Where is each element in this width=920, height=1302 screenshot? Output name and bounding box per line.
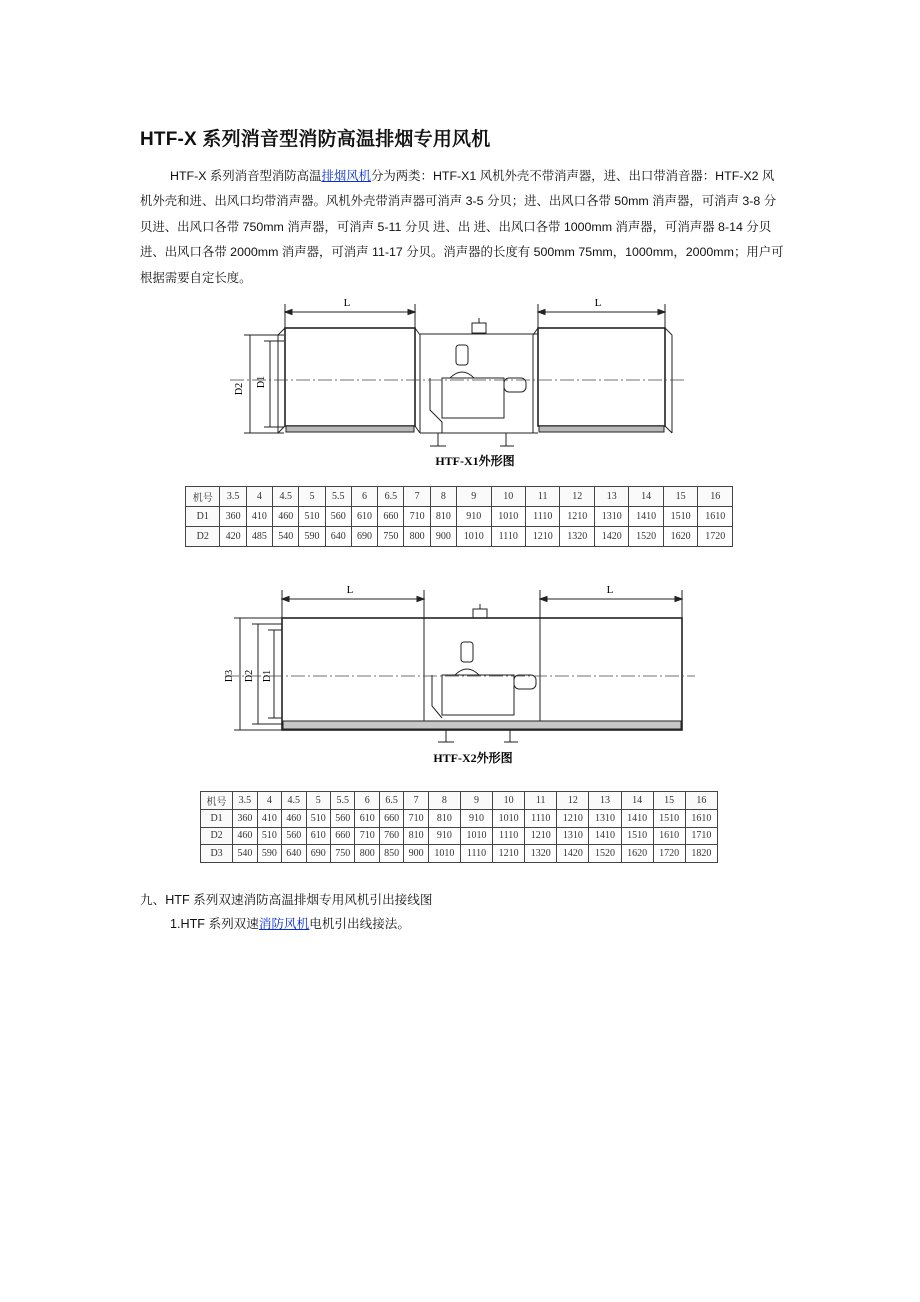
table-row [201,845,718,863]
table-cell: 590 [257,845,281,863]
x1-figure-caption: HTF-X1外形图 [435,454,515,468]
table-cell: 540 [233,845,257,863]
table-cell: 1110 [525,809,557,827]
table-cell: 1420 [594,527,628,547]
table-header-cell: 7 [404,792,428,810]
table-cell: 1620 [621,845,653,863]
table-cell: 690 [351,527,377,547]
table-header-cell: 5.5 [330,792,354,810]
table-cell: 510 [299,507,325,527]
table-header-cell: 4 [257,792,281,810]
table-cell: 1110 [493,827,525,845]
table-cell: 360 [233,809,257,827]
fire-fan-link[interactable]: 消防风机 [258,917,310,931]
table-header-cell: 3.5 [233,792,257,810]
table-cell: 1010 [428,845,460,863]
x1-length-label-right: L [594,297,602,309]
table-cell: 800 [404,527,430,547]
table-header-cell: 15 [653,792,685,810]
table-cell: 1410 [589,827,621,845]
table-header-cell: 11 [525,487,559,507]
table-cell: 1310 [594,507,628,527]
table-cell: 460 [282,809,306,827]
table-cell: 640 [282,845,306,863]
table-cell: 1510 [621,827,653,845]
table-cell: 1510 [653,809,685,827]
table-cell: 1710 [685,827,717,845]
table-cell: 1110 [460,845,492,863]
table-cell: 510 [257,827,281,845]
table-header-row [186,487,733,507]
table-header-cell: 5.5 [325,487,351,507]
table-cell: 660 [379,809,403,827]
table-cell: D3 [201,845,233,863]
table-cell: 1010 [457,527,491,547]
x2-d3-label: D3 [224,669,235,683]
table-cell: 1210 [557,809,589,827]
table-cell: 850 [379,845,403,863]
table-cell: 410 [257,809,281,827]
table-header-cell: 9 [460,792,492,810]
table-header-cell: 4.5 [273,487,299,507]
htf-x2-dimension-table [200,791,718,863]
htf-x1-drawing [220,290,690,475]
table-cell: 910 [460,809,492,827]
table-cell: 900 [430,527,456,547]
table-header-cell: 8 [430,487,456,507]
table-header-cell: 12 [557,792,589,810]
table-header-cell: 14 [621,792,653,810]
table-header-cell: 6.5 [378,487,404,507]
x2-d1-label: D1 [262,669,273,683]
table-cell: 1010 [493,809,525,827]
subheading-text-start: 1.HTF 系列双速 [170,917,259,931]
table-cell: 1610 [685,809,717,827]
table-cell: 1520 [589,845,621,863]
x2-figure-caption: HTF-X2外形图 [433,751,513,765]
x1-length-label-left: L [343,297,351,309]
table-cell: 690 [306,845,330,863]
table-header-cell: 4.5 [282,792,306,810]
table-header-cell: 机号 [201,792,233,810]
table-cell: 750 [330,845,354,863]
table-cell: 910 [457,507,491,527]
table-cell: 610 [306,827,330,845]
table-cell: 1010 [460,827,492,845]
table-cell: 750 [378,527,404,547]
paragraph-text-rest: 分为两类：HTF-X1 风机外壳不带消声器，进、出口带消音器：HTF-X2 风机外壳和进、出风口均带消声器。风机外壳带消声器可消声 3-5 分贝；进、出风口各带 50mm 消声器，可消声 3-8 分贝进、出风口各带 750mm 消声器，可消声 5-11 分贝 进、出 进、出风口各带 1000mm 消声器，可消声器 8-14 分贝 进、出风口各带 2000mm 消声器，可消声 11-17 分贝。消声器的长度有 500mm 75mm，1000mm，2000mm；用户可根据需要自定长度。 [140,169,784,285]
table-cell: 1320 [560,527,594,547]
table-cell: 1510 [663,507,697,527]
x2-length-label-right: L [606,584,614,596]
table-cell: 810 [430,507,456,527]
x1-d2-label: D2 [234,382,245,396]
table-header-cell: 15 [663,487,697,507]
table-header-cell: 10 [491,487,525,507]
table-cell: 1420 [557,845,589,863]
table-cell: 1110 [525,507,559,527]
table-cell: 1610 [653,827,685,845]
x2-length-label-left: L [346,584,354,596]
subheading-text-rest: 电机引出线接法。 [309,917,410,931]
table-header-cell: 5 [306,792,330,810]
table-cell: 460 [273,507,299,527]
table-cell: 1610 [698,507,733,527]
table-cell: 590 [299,527,325,547]
table-header-cell: 16 [685,792,717,810]
table-cell: 1410 [629,507,663,527]
table-header-cell: 6.5 [379,792,403,810]
table-cell: 610 [351,507,377,527]
table-header-cell: 3.5 [220,487,246,507]
table-cell: 900 [404,845,428,863]
table-row [201,827,718,845]
table-cell: 810 [428,809,460,827]
table-cell: 560 [330,809,354,827]
table-cell: 560 [325,507,351,527]
table-cell: 1620 [663,527,697,547]
table-row [186,507,733,527]
table-cell: 640 [325,527,351,547]
table-cell: D2 [201,827,233,845]
x2-d2-label: D2 [244,669,255,683]
table-header-cell: 5 [299,487,325,507]
table-header-cell: 9 [457,487,491,507]
table-header-row [201,792,718,810]
table-cell: 1310 [589,809,621,827]
x1-d1-label: D1 [256,375,267,389]
table-cell: 800 [355,845,379,863]
table-cell: 410 [246,507,272,527]
table-header-cell: 16 [698,487,733,507]
table-cell: 1210 [493,845,525,863]
table-header-cell: 机号 [186,487,220,507]
table-cell: 710 [404,507,430,527]
table-cell: 710 [355,827,379,845]
table-header-cell: 6 [355,792,379,810]
subheading [170,913,410,932]
intro-paragraph [140,164,786,291]
table-header-cell: 7 [404,487,430,507]
table-header-cell: 13 [589,792,621,810]
table-cell: 1010 [491,507,525,527]
table-header-cell: 6 [351,487,377,507]
table-cell: 485 [246,527,272,547]
table-cell: 460 [233,827,257,845]
exhaust-fan-link[interactable]: 排烟风机 [321,169,371,183]
table-cell: D2 [186,527,220,547]
table-cell: 1520 [629,527,663,547]
table-row [186,527,733,547]
table-cell: 660 [330,827,354,845]
table-cell: 510 [306,809,330,827]
table-cell: 610 [355,809,379,827]
table-header-cell: 11 [525,792,557,810]
table-cell: 910 [428,827,460,845]
table-cell: 360 [220,507,246,527]
table-cell: 760 [379,827,403,845]
table-cell: D1 [186,507,220,527]
table-cell: 1320 [525,845,557,863]
table-header-cell: 12 [560,487,594,507]
table-cell: 1310 [557,827,589,845]
paragraph-text-start: HTF-X 系列消音型消防高温 [170,169,322,183]
table-header-cell: 8 [428,792,460,810]
table-cell: 1210 [525,527,559,547]
page-title: HTF-X 系列消音型消防高温排烟专用风机 [140,129,491,150]
table-header-cell: 10 [493,792,525,810]
table-cell: 660 [378,507,404,527]
table-cell: 810 [404,827,428,845]
section-heading: 九、HTF 系列双速消防高温排烟专用风机引出接线图 [140,893,433,907]
table-cell: 1820 [685,845,717,863]
table-header-cell: 4 [246,487,272,507]
table-row [201,809,718,827]
table-cell: 540 [273,527,299,547]
table-cell: 1210 [525,827,557,845]
table-cell: 420 [220,527,246,547]
table-cell: 1110 [491,527,525,547]
table-cell: 1720 [653,845,685,863]
table-header-cell: 13 [594,487,628,507]
htf-x1-dimension-table [185,486,733,547]
table-cell: 1410 [621,809,653,827]
table-cell: D1 [201,809,233,827]
table-cell: 1720 [698,527,733,547]
table-header-cell: 14 [629,487,663,507]
htf-x2-drawing [220,578,700,773]
table-cell: 710 [404,809,428,827]
table-cell: 560 [282,827,306,845]
table-cell: 1210 [560,507,594,527]
